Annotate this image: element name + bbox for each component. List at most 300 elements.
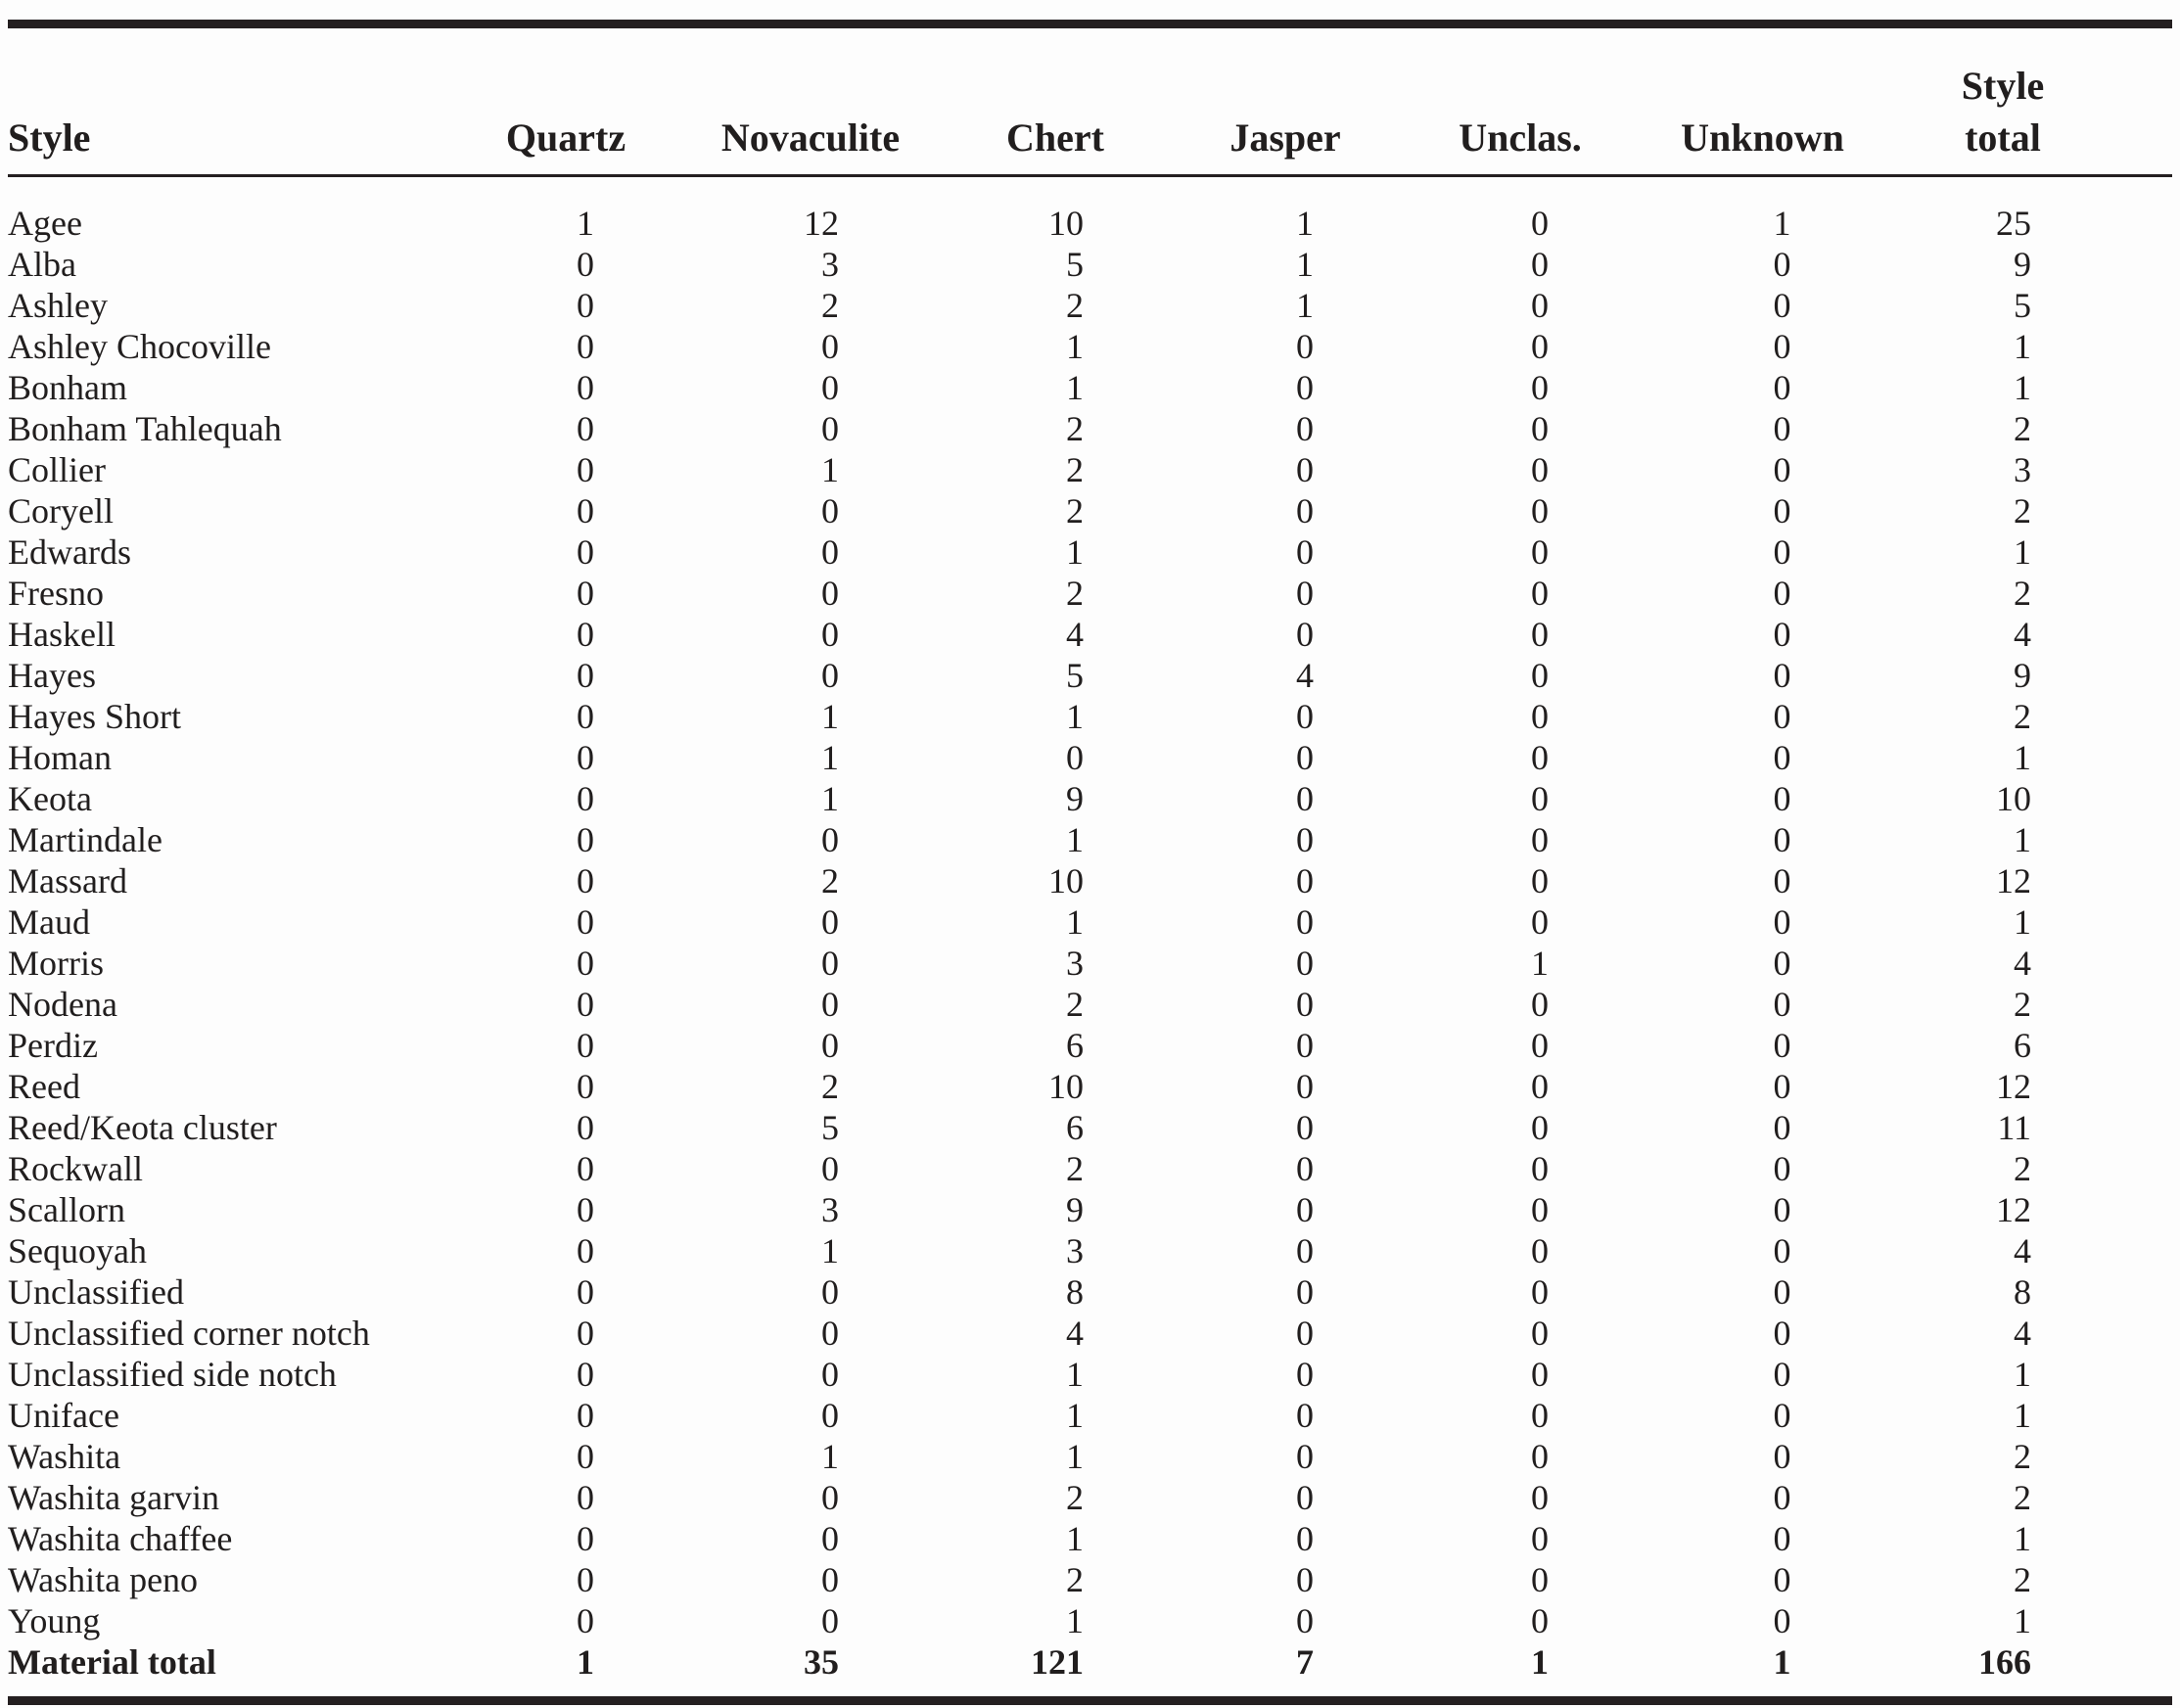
count-value: 0 — [577, 1025, 594, 1065]
count-cell — [1643, 490, 1882, 531]
style-total-cell — [1882, 573, 2123, 614]
count-cell — [683, 1477, 938, 1518]
style-total-value: 1 — [2014, 531, 2031, 572]
count-cell — [683, 244, 938, 285]
style-total-cell — [1882, 1436, 2123, 1477]
count-value: 0 — [577, 573, 594, 613]
count-cell — [448, 1066, 683, 1107]
count-cell — [1398, 1148, 1643, 1189]
count-cell — [1398, 860, 1643, 901]
count-cell — [1398, 1600, 1643, 1641]
count-value: 1 — [1066, 819, 1084, 859]
count-value: 4 — [1066, 1313, 1084, 1353]
count-value: 0 — [1773, 1518, 1791, 1558]
count-value: 0 — [1531, 778, 1549, 818]
style-total-cell — [1882, 1600, 2123, 1641]
count-value: 2 — [1066, 490, 1084, 531]
count-value: 0 — [1296, 984, 1314, 1024]
count-value: 0 — [821, 531, 839, 572]
style-total-cell — [1882, 984, 2123, 1025]
style-total-value: 4 — [2014, 943, 2031, 983]
count-value: 0 — [1531, 984, 1549, 1024]
table-row — [8, 573, 2172, 614]
style-total-cell — [1882, 326, 2123, 367]
count-value: 0 — [577, 449, 594, 489]
count-cell — [683, 490, 938, 531]
count-cell — [1643, 984, 1882, 1025]
count-value: 0 — [1531, 655, 1549, 695]
style-total-value: 12 — [1996, 1189, 2031, 1229]
count-value: 0 — [1773, 408, 1791, 448]
table-row — [8, 1477, 2172, 1518]
count-value: 0 — [1773, 1313, 1791, 1353]
count-value: 2 — [821, 285, 839, 325]
count-cell — [683, 1025, 938, 1066]
count-value: 121 — [1031, 1641, 1084, 1682]
table-row — [8, 490, 2172, 531]
count-cell — [683, 175, 938, 244]
style-name-cell: Maud — [8, 901, 90, 942]
count-cell — [938, 244, 1173, 285]
count-cell — [1643, 449, 1882, 490]
count-cell — [938, 1559, 1173, 1600]
count-value: 12 — [804, 203, 839, 243]
style-name-cell: Coryell — [8, 490, 114, 531]
style-name-cell: Hayes Short — [8, 696, 181, 736]
table-row — [8, 175, 2172, 244]
count-cell — [1173, 175, 1398, 244]
count-value: 2 — [1066, 408, 1084, 448]
count-cell — [1173, 1354, 1398, 1395]
count-cell — [938, 1313, 1173, 1354]
count-value: 0 — [1296, 326, 1314, 366]
row-spacer — [2123, 696, 2172, 737]
count-cell — [1398, 737, 1643, 778]
count-cell — [938, 1230, 1173, 1271]
count-cell — [938, 778, 1173, 819]
count-value: 3 — [1066, 1230, 1084, 1270]
count-cell — [1398, 408, 1643, 449]
count-value: 10 — [1048, 203, 1084, 243]
table-row — [8, 1107, 2172, 1148]
style-name-cell: Haskell — [8, 614, 116, 654]
table-row — [8, 1025, 2172, 1066]
count-value: 0 — [577, 819, 594, 859]
style-name-cell: Collier — [8, 449, 106, 489]
count-cell — [1643, 819, 1882, 860]
row-spacer — [2123, 737, 2172, 778]
count-cell — [1643, 737, 1882, 778]
count-value: 0 — [1773, 1395, 1791, 1435]
style-name-cell: Martindale — [8, 819, 162, 859]
count-cell — [1173, 819, 1398, 860]
count-value: 0 — [821, 1354, 839, 1394]
count-value: 3 — [821, 244, 839, 284]
table-row — [8, 1600, 2172, 1641]
count-cell — [1398, 655, 1643, 696]
count-value: 2 — [1066, 449, 1084, 489]
count-value: 0 — [577, 1271, 594, 1312]
count-cell — [1643, 1641, 1882, 1683]
count-value: 0 — [577, 1230, 594, 1270]
row-spacer — [2123, 1271, 2172, 1313]
count-cell — [448, 696, 683, 737]
count-cell — [1173, 943, 1398, 984]
count-cell — [683, 1230, 938, 1271]
count-value: 0 — [1531, 244, 1549, 284]
count-cell — [448, 737, 683, 778]
style-total-cell — [1882, 1066, 2123, 1107]
style-total-cell — [1882, 1189, 2123, 1230]
style-total-value: 2 — [2014, 696, 2031, 736]
count-value: 0 — [1773, 1600, 1791, 1640]
count-value: 0 — [577, 1066, 594, 1106]
count-cell — [938, 1148, 1173, 1189]
count-value: 0 — [821, 1395, 839, 1435]
count-cell — [1643, 367, 1882, 408]
count-value: 0 — [1773, 244, 1791, 284]
table-row — [8, 943, 2172, 984]
count-value: 0 — [1773, 901, 1791, 942]
count-value: 1 — [821, 1436, 839, 1476]
count-value: 0 — [821, 901, 839, 942]
count-cell — [448, 984, 683, 1025]
count-cell — [1173, 1230, 1398, 1271]
count-value: 0 — [1773, 1354, 1791, 1394]
row-spacer — [2123, 449, 2172, 490]
count-cell — [1398, 1559, 1643, 1600]
count-value: 0 — [1296, 696, 1314, 736]
count-value: 0 — [821, 614, 839, 654]
count-cell — [683, 1395, 938, 1436]
count-value: 1 — [1066, 1354, 1084, 1394]
count-cell — [448, 326, 683, 367]
style-name-cell: Washita garvin — [8, 1477, 220, 1517]
count-cell — [683, 614, 938, 655]
count-cell — [1173, 1189, 1398, 1230]
count-value: 0 — [821, 1313, 839, 1353]
count-value: 0 — [1296, 1107, 1314, 1147]
row-spacer — [2123, 1107, 2172, 1148]
count-cell — [938, 1600, 1173, 1641]
style-total-cell — [1882, 367, 2123, 408]
count-cell — [448, 367, 683, 408]
count-cell — [1173, 1518, 1398, 1559]
count-cell — [683, 984, 938, 1025]
row-spacer — [2123, 860, 2172, 901]
style-name-cell: Young — [8, 1600, 101, 1640]
style-total-value: 1 — [2014, 819, 2031, 859]
styles-by-material-table — [8, 28, 2172, 1683]
count-cell — [1398, 1066, 1643, 1107]
count-value: 2 — [1066, 573, 1084, 613]
count-value: 0 — [1773, 614, 1791, 654]
count-value: 6 — [1066, 1025, 1084, 1065]
style-total-cell — [1882, 778, 2123, 819]
count-cell — [1398, 696, 1643, 737]
count-cell — [938, 860, 1173, 901]
row-spacer — [2123, 901, 2172, 943]
material-total-row — [8, 1641, 2172, 1683]
style-total-value: 4 — [2014, 1230, 2031, 1270]
row-spacer — [2123, 778, 2172, 819]
table-body — [8, 175, 2172, 1683]
count-value: 0 — [577, 367, 594, 407]
column-header-unknown: Unknown — [1643, 28, 1882, 175]
count-value: 0 — [821, 1271, 839, 1312]
style-name-cell: Unclassified — [8, 1271, 184, 1312]
count-cell — [938, 1477, 1173, 1518]
style-total-cell — [1882, 1107, 2123, 1148]
table-row — [8, 1189, 2172, 1230]
count-cell — [1398, 901, 1643, 943]
count-value: 0 — [1296, 737, 1314, 777]
count-value: 0 — [1531, 1107, 1549, 1147]
count-cell — [448, 614, 683, 655]
count-value: 0 — [1531, 1230, 1549, 1270]
count-cell — [938, 819, 1173, 860]
style-total-value: 8 — [2014, 1271, 2031, 1312]
count-value: 1 — [1296, 203, 1314, 243]
count-value: 0 — [1531, 1395, 1549, 1435]
count-value: 1 — [577, 203, 594, 243]
count-value: 0 — [577, 1313, 594, 1353]
style-total-cell — [1882, 531, 2123, 573]
count-cell — [1643, 1436, 1882, 1477]
style-name-cell: Alba — [8, 244, 76, 284]
row-spacer — [2123, 408, 2172, 449]
count-cell — [1398, 1354, 1643, 1395]
count-value: 1 — [821, 449, 839, 489]
count-cell — [938, 1271, 1173, 1313]
count-value: 0 — [1296, 1313, 1314, 1353]
count-cell — [938, 408, 1173, 449]
style-total-cell — [1882, 1641, 2123, 1683]
count-value: 0 — [1296, 614, 1314, 654]
count-cell — [448, 860, 683, 901]
count-value: 10 — [1048, 860, 1084, 900]
count-value: 0 — [1531, 326, 1549, 366]
count-value: 0 — [1296, 1518, 1314, 1558]
count-cell — [1173, 1148, 1398, 1189]
count-cell — [1398, 1230, 1643, 1271]
row-spacer — [2123, 984, 2172, 1025]
count-cell — [1398, 1477, 1643, 1518]
count-value: 2 — [821, 1066, 839, 1106]
count-cell — [683, 573, 938, 614]
row-spacer — [2123, 1641, 2172, 1683]
count-cell — [683, 1354, 938, 1395]
count-cell — [1173, 1025, 1398, 1066]
count-cell — [1173, 860, 1398, 901]
count-cell — [448, 175, 683, 244]
count-cell — [1173, 1436, 1398, 1477]
count-cell — [1398, 1313, 1643, 1354]
count-cell — [938, 696, 1173, 737]
count-value: 0 — [1773, 860, 1791, 900]
count-value: 0 — [1531, 1477, 1549, 1517]
count-value: 6 — [1066, 1107, 1084, 1147]
style-total-cell — [1882, 655, 2123, 696]
count-cell — [938, 531, 1173, 573]
count-value: 0 — [1773, 655, 1791, 695]
count-value: 2 — [1066, 1477, 1084, 1517]
style-name-cell: Ashley — [8, 285, 108, 325]
count-value: 0 — [1773, 1559, 1791, 1599]
style-total-cell — [1882, 696, 2123, 737]
style-total-value: 5 — [2014, 285, 2031, 325]
count-value: 0 — [1531, 449, 1549, 489]
style-name-cell: Agee — [8, 203, 82, 243]
count-cell — [1398, 778, 1643, 819]
count-cell — [683, 1600, 938, 1641]
count-value: 0 — [1773, 696, 1791, 736]
count-value: 1 — [1066, 367, 1084, 407]
count-cell — [1398, 449, 1643, 490]
count-value: 0 — [577, 984, 594, 1024]
count-value: 1 — [821, 696, 839, 736]
style-total-cell — [1882, 285, 2123, 326]
row-spacer — [2123, 1436, 2172, 1477]
table-top-rule — [8, 20, 2172, 28]
style-total-value: 2 — [2014, 984, 2031, 1024]
count-value: 0 — [1531, 1066, 1549, 1106]
count-value: 0 — [1773, 1436, 1791, 1476]
count-cell — [938, 655, 1173, 696]
count-cell — [1643, 1271, 1882, 1313]
count-value: 0 — [821, 1518, 839, 1558]
count-value: 1 — [1066, 696, 1084, 736]
count-cell — [938, 1641, 1173, 1683]
count-cell — [938, 449, 1173, 490]
table-row — [8, 244, 2172, 285]
count-cell — [448, 573, 683, 614]
count-value: 0 — [1773, 285, 1791, 325]
count-cell — [1173, 367, 1398, 408]
count-cell — [1398, 1641, 1643, 1683]
count-cell — [683, 1189, 938, 1230]
style-total-cell — [1882, 901, 2123, 943]
count-cell — [683, 285, 938, 326]
count-value: 0 — [1773, 490, 1791, 531]
count-cell — [1398, 1395, 1643, 1436]
style-total-cell — [1882, 1148, 2123, 1189]
count-cell — [1173, 614, 1398, 655]
count-value: 10 — [1048, 1066, 1084, 1106]
count-value: 0 — [1531, 819, 1549, 859]
count-value: 0 — [1296, 367, 1314, 407]
count-value: 0 — [821, 573, 839, 613]
count-value: 0 — [1296, 1600, 1314, 1640]
count-value: 0 — [1296, 778, 1314, 818]
count-cell — [938, 1189, 1173, 1230]
style-name-cell: Scallorn — [8, 1189, 125, 1229]
count-cell — [1643, 1230, 1882, 1271]
count-value: 7 — [1296, 1641, 1314, 1682]
count-cell — [938, 490, 1173, 531]
style-total-value: 1 — [2014, 1600, 2031, 1640]
count-cell — [1398, 285, 1643, 326]
count-value: 0 — [1773, 778, 1791, 818]
count-value: 0 — [1296, 901, 1314, 942]
count-cell — [938, 326, 1173, 367]
count-value: 0 — [1531, 203, 1549, 243]
count-cell — [938, 1025, 1173, 1066]
count-value: 5 — [821, 1107, 839, 1147]
count-value: 0 — [821, 984, 839, 1024]
count-value: 0 — [1773, 819, 1791, 859]
count-value: 0 — [577, 901, 594, 942]
count-value: 0 — [1296, 573, 1314, 613]
count-value: 1 — [821, 778, 839, 818]
count-cell — [683, 1271, 938, 1313]
count-cell — [448, 819, 683, 860]
count-value: 0 — [1773, 984, 1791, 1024]
count-cell — [1643, 1148, 1882, 1189]
count-value: 0 — [1531, 1559, 1549, 1599]
count-value: 0 — [577, 1395, 594, 1435]
count-value: 0 — [1531, 573, 1549, 613]
count-cell — [448, 1641, 683, 1683]
count-value: 0 — [1296, 408, 1314, 448]
count-cell — [938, 737, 1173, 778]
count-value: 2 — [1066, 1559, 1084, 1599]
count-cell — [683, 367, 938, 408]
row-spacer — [2123, 326, 2172, 367]
count-cell — [683, 737, 938, 778]
count-value: 0 — [1531, 696, 1549, 736]
style-total-value: 2 — [2014, 1436, 2031, 1476]
style-total-value: 1 — [2014, 367, 2031, 407]
row-spacer — [2123, 1354, 2172, 1395]
count-value: 0 — [821, 1600, 839, 1640]
count-value: 0 — [577, 1148, 594, 1188]
count-value: 4 — [1296, 655, 1314, 695]
count-value: 0 — [821, 819, 839, 859]
count-cell — [1173, 285, 1398, 326]
count-value: 0 — [1531, 1313, 1549, 1353]
count-cell — [448, 1107, 683, 1148]
count-cell — [683, 1148, 938, 1189]
count-cell — [1398, 326, 1643, 367]
count-cell — [1643, 1518, 1882, 1559]
count-cell — [1643, 614, 1882, 655]
material-total-label: Material total — [8, 1641, 216, 1682]
row-spacer — [2123, 531, 2172, 573]
count-cell — [448, 1271, 683, 1313]
row-spacer — [2123, 655, 2172, 696]
count-value: 1 — [1066, 1518, 1084, 1558]
count-value: 1 — [1773, 203, 1791, 243]
count-cell — [683, 1559, 938, 1600]
style-total-cell — [1882, 1518, 2123, 1559]
count-value: 0 — [1773, 1230, 1791, 1270]
count-value: 0 — [821, 1148, 839, 1188]
count-cell — [1398, 1271, 1643, 1313]
style-name-cell: Fresno — [8, 573, 104, 613]
style-total-value: 11 — [1997, 1107, 2031, 1147]
count-value: 0 — [1296, 449, 1314, 489]
count-cell — [1173, 531, 1398, 573]
count-cell — [1173, 737, 1398, 778]
style-total-value: 25 — [1996, 203, 2031, 243]
count-value: 0 — [577, 860, 594, 900]
count-cell — [1643, 1395, 1882, 1436]
count-cell — [683, 696, 938, 737]
count-cell — [938, 984, 1173, 1025]
count-cell — [1398, 573, 1643, 614]
count-value: 0 — [1773, 1066, 1791, 1106]
